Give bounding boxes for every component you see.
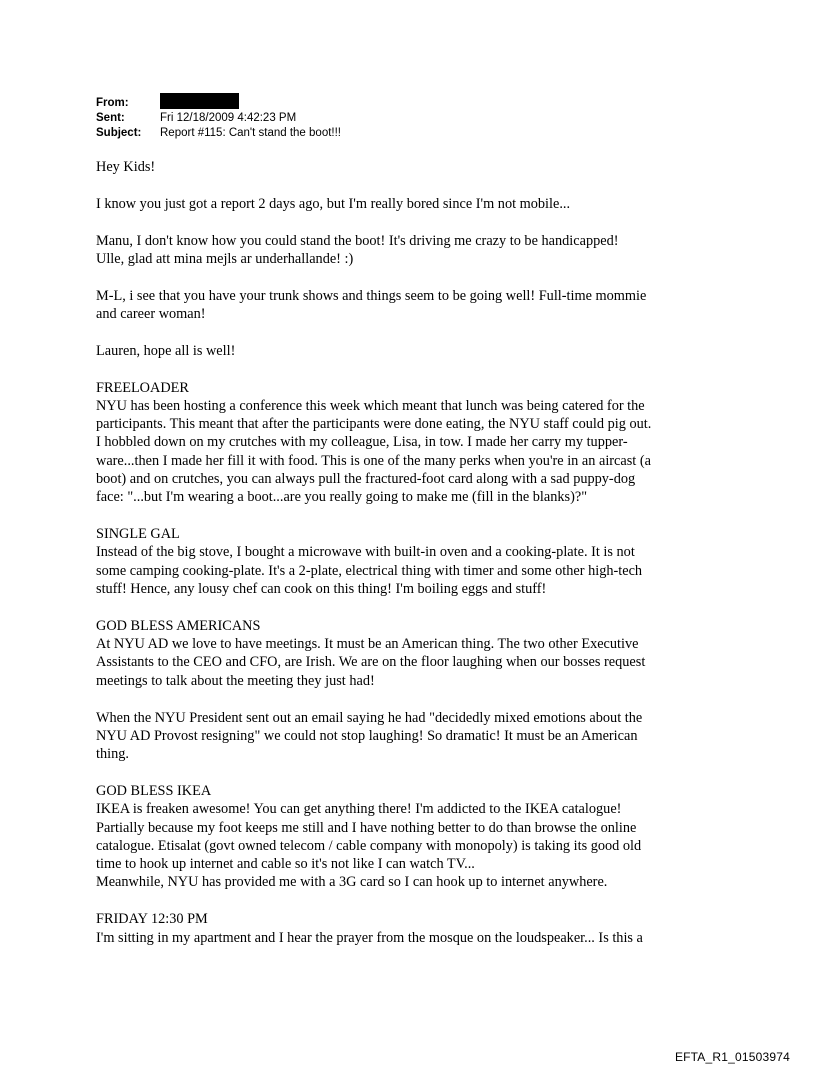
body-paragraph: [96, 158, 736, 176]
redacted-sender: [160, 93, 239, 109]
body-line: NYU AD Provost resigning" we could not stop laughing! So dramatic! It must be an American: [96, 727, 638, 744]
document-id: EFTA_R1_01503974: [674, 1050, 790, 1064]
body-line: some camping cooking-plate. It's a 2-plate, electrical thing with timer and some other high-tech: [96, 562, 643, 579]
body-line: meetings to talk about the meeting they just had!: [96, 672, 375, 689]
body-line: Instead of the big stove, I bought a microwave with built-in oven and a cooking-plate. It is not: [96, 544, 635, 561]
sent-row: [96, 111, 341, 126]
body-paragraph: [96, 525, 736, 598]
body-line: GOD BLESS AMERICANS: [96, 617, 261, 634]
email-body: [96, 158, 736, 965]
body-line: NYU has been hosting a conference this week which meant that lunch was being catered for the: [96, 397, 645, 414]
body-line: Meanwhile, NYU has provided me with a 3G card so I can hook up to internet anywhere.: [96, 874, 608, 891]
body-line: I hobbled down on my crutches with my colleague, Lisa, in tow. I made her carry my tupper-: [96, 434, 628, 451]
body-line: Manu, I don't know how you could stand the boot! It's driving me crazy to be handicapped!: [96, 232, 619, 249]
body-line: GOD BLESS IKEA: [96, 782, 212, 799]
body-line: SINGLE GAL: [96, 526, 180, 543]
body-paragraph: [96, 232, 736, 269]
body-line: Hey Kids!: [96, 159, 156, 175]
from-row: [96, 96, 341, 111]
body-paragraph: [96, 379, 736, 507]
subject-value: Report #115: Can't stand the boot!!!: [160, 127, 341, 139]
body-line: Partially because my foot keeps me still and I have nothing better to do than browse the online: [96, 819, 637, 836]
body-line: Ulle, glad att mina mejls ar underhallande! :): [96, 250, 354, 267]
body-paragraph: [96, 617, 736, 690]
body-paragraph: [96, 709, 736, 764]
body-line: stuff! Hence, any lousy chef can cook on this thing! I'm boiling eggs and stuff!: [96, 581, 547, 598]
email-header: [96, 96, 341, 141]
subject-label: Subject:: [96, 127, 142, 139]
body-line: face: "...but I'm wearing a boot...are you really going to make me (fill in the blanks)?": [96, 489, 588, 506]
body-line: FRIDAY 12:30 PM: [96, 911, 208, 928]
body-line: time to hook up internet and cable so it's not like I can watch TV...: [96, 856, 475, 873]
body-line: boot) and on crutches, you can always pull the fractured-foot card along with a sad puppy-dog: [96, 471, 636, 488]
body-line: thing.: [96, 746, 129, 763]
body-line: participants. This meant that after the participants were done eating, the NYU staff could pig out.: [96, 416, 652, 433]
body-paragraph: [96, 910, 736, 947]
sent-label: Sent:: [96, 112, 125, 124]
body-paragraph: [96, 287, 736, 324]
body-line: M-L, i see that you have your trunk shows and things seem to be going well! Full-time mommie: [96, 287, 647, 304]
body-line: ware...then I made her fill it with food. This is one of the many perks when you're in an aircast (a: [96, 452, 651, 469]
sent-value: Fri 12/18/2009 4:42:23 PM: [160, 112, 297, 124]
body-line: Assistants to the CEO and CFO, are Irish. We are on the floor laughing when our bosses request: [96, 654, 646, 671]
from-label: From:: [96, 97, 129, 109]
body-line: I'm sitting in my apartment and I hear the prayer from the mosque on the loudspeaker... Is this a: [96, 929, 643, 946]
body-line: catalogue. Etisalat (govt owned telecom / cable company with monopoly) is taking its good old: [96, 837, 642, 854]
body-line: IKEA is freaken awesome! You can get anything there! I'm addicted to the IKEA catalogue!: [96, 801, 622, 818]
body-line: At NYU AD we love to have meetings. It must be an American thing. The two other Executive: [96, 636, 639, 653]
body-line: I know you just got a report 2 days ago, but I'm really bored since I'm not mobile...: [96, 195, 571, 212]
body-paragraph: [96, 195, 736, 213]
body-paragraph: [96, 782, 736, 892]
body-line: FREELOADER: [96, 379, 189, 396]
body-paragraph: [96, 342, 736, 360]
subject-row: [96, 126, 341, 141]
body-line: When the NYU President sent out an email saying he had "decidedly mixed emotions about the: [96, 709, 643, 726]
body-line: Lauren, hope all is well!: [96, 342, 236, 359]
body-line: and career woman!: [96, 305, 206, 322]
